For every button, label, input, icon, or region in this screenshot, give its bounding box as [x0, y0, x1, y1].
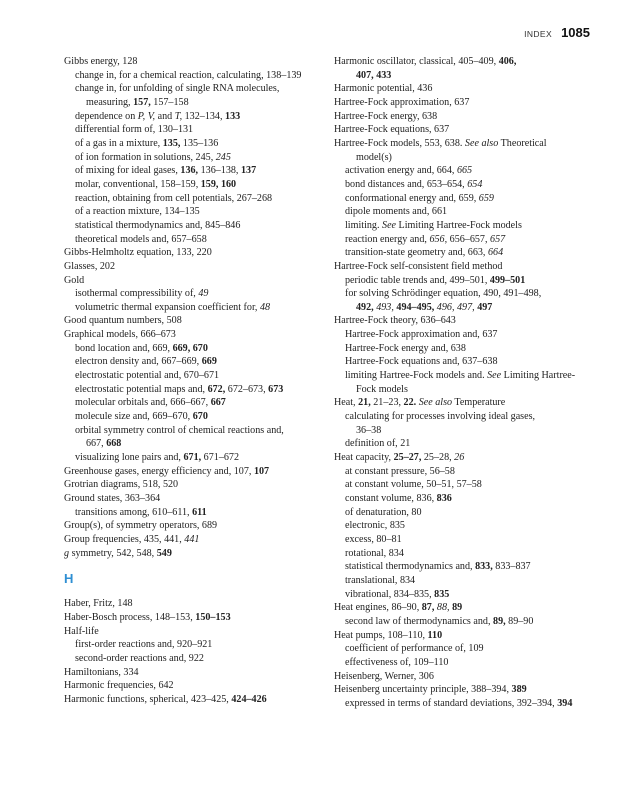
index-subentry: at constant volume, 50–51, 57–58	[345, 479, 482, 491]
index-subentry: differential form of, 130–131	[75, 124, 194, 136]
section-letter-h: H	[64, 571, 74, 587]
index-subentry: of a reaction mixture, 134–135	[75, 206, 200, 218]
index-entry: Greenhouse gases, energy efficiency and, 107, 107	[64, 465, 270, 477]
index-subentry: of a gas in a mixture, 135, 135–136	[75, 137, 219, 149]
index-entry: Harmonic oscillator, classical, 405–409, 406,	[334, 56, 517, 67]
index-subentry: effectiveness of, 109–110	[345, 656, 449, 668]
index-subentry: bond location and, 669, 669, 670	[75, 342, 208, 354]
index-entry: Heat engines, 86–90, 87, 88, 89	[334, 602, 463, 614]
index-entry: Group frequencies, 435, 441, 441	[64, 533, 200, 545]
index-entry-continuation: measuring, 157, 157–158	[86, 96, 189, 108]
index-subentry: of denaturation, 80	[345, 506, 422, 518]
index-subentry: of mixing for ideal gases, 136, 136–138, 137	[75, 165, 257, 177]
index-subentry: volumetric thermal expansion coefficient for, 48	[75, 301, 271, 313]
index-subentry: first-order reactions and, 920–921	[75, 639, 213, 651]
index-entry: Harmonic potential, 436	[334, 83, 433, 95]
index-entry: Good quantum numbers, 508	[64, 315, 182, 327]
index-subentry: statistical thermodynamics and, 845–846	[75, 219, 241, 231]
index-subentry: orbital symmetry control of chemical reactions and,	[75, 424, 284, 436]
index-list-h	[64, 597, 332, 706]
index-subentry: change in, for a chemical reaction, calculating, 138–139	[75, 69, 302, 81]
index-entry: Gold	[64, 274, 85, 286]
index-entry: Haber-Bosch process, 148–153, 150–153	[64, 611, 231, 623]
index-entry: Hartree-Fock approximation, 637	[334, 96, 470, 108]
index-subentry: limiting Hartree-Fock models and. See Limiting Hartree-	[345, 370, 576, 382]
index-subentry: electrostatic potential maps and, 672, 672–673, 673	[75, 383, 284, 395]
index-subentry: bond distances and, 653–654, 654	[345, 178, 483, 190]
index-entry: Graphical models, 666–673	[64, 329, 176, 341]
index-subentry: transition-state geometry and, 663, 664	[345, 247, 504, 259]
index-subentry: coefficient of performance of, 109	[345, 643, 484, 655]
index-subentry: visualizing lone pairs and, 671, 671–672	[75, 452, 240, 464]
index-subentry: second-order reactions and, 922	[75, 652, 204, 664]
index-subentry: for solving Schrödinger equation, 490, 491–498,	[345, 288, 542, 300]
index-entry-continuation: 667, 668	[86, 438, 122, 450]
index-subentry: electronic, 835	[345, 520, 405, 532]
header-label: INDEX	[524, 29, 553, 39]
index-subentry: molar, conventional, 158–159, 159, 160	[75, 178, 237, 190]
index-list-g	[64, 55, 332, 560]
index-subentry: rotational, 834	[345, 547, 404, 559]
running-header	[524, 24, 590, 42]
index-entry: Gibbs energy, 128	[64, 56, 138, 67]
index-subentry: molecular orbitals and, 666–667, 667	[75, 397, 226, 409]
page-number: 1085	[561, 25, 590, 40]
index-column-left	[64, 55, 332, 707]
index-entry-continuation: 492, 493, 494–495, 496, 497, 497	[356, 301, 493, 313]
index-entry: Haber, Fritz, 148	[64, 598, 133, 610]
index-entry: Gibbs-Helmholtz equation, 133, 220	[64, 247, 212, 259]
index-subentry: conformational energy and, 659, 659	[345, 192, 494, 204]
index-entry: Hartree-Fock energy, 638	[334, 110, 438, 122]
index-subentry: excess, 80–81	[345, 533, 402, 545]
index-subentry: Hartree-Fock approximation and, 637	[345, 329, 498, 341]
index-subentry: Hartree-Fock energy and, 638	[345, 342, 466, 354]
index-subentry: transitions among, 610–611, 611	[75, 506, 207, 518]
index-entry-continuation: Fock models	[356, 383, 408, 395]
index-entry: Ground states, 363–364	[64, 493, 161, 504]
index-subentry: change in, for unfolding of single RNA molecules,	[75, 83, 280, 95]
index-subentry: statistical thermodynamics and, 833, 833–837	[345, 561, 531, 573]
index-entry: Glasses, 202	[64, 260, 116, 272]
index-subentry: electron density and, 667–669, 669	[75, 356, 217, 368]
index-subentry: second law of thermodynamics and, 89, 89–90	[345, 615, 534, 627]
index-entry: Heat, 21, 21–23, 22. See also Temperature	[334, 397, 506, 409]
index-entry: Heat pumps, 108–110, 110	[334, 629, 443, 641]
index-subentry: translational, 834	[345, 574, 416, 586]
index-entry: Hartree-Fock models, 553, 638. See also Theoretical	[334, 137, 547, 149]
index-entry: Hartree-Fock theory, 636–643	[334, 315, 456, 327]
index-entry: Hartree-Fock equations, 637	[334, 124, 450, 136]
index-subentry: vibrational, 834–835, 835	[345, 588, 450, 600]
index-entry: Group(s), of symmetry operators, 689	[64, 520, 218, 532]
index-entry-continuation: 407, 433	[356, 69, 392, 81]
index-list-h-continued	[334, 55, 594, 711]
index-subentry: periodic table trends and, 499–501, 499–501	[345, 274, 526, 286]
index-subentry: at constant pressure, 56–58	[345, 465, 455, 477]
index-subentry: reaction, obtaining from cell potentials, 267–268	[75, 192, 273, 204]
index-subentry: dipole moments and, 661	[345, 206, 448, 218]
index-entry: Harmonic frequencies, 642	[64, 680, 174, 692]
index-subentry: calculating for processes involving ideal gases,	[345, 411, 536, 423]
index-subentry: isothermal compressibility of, 49	[75, 288, 209, 300]
index-subentry: molecule size and, 669–670, 670	[75, 411, 208, 423]
index-subentry: limiting. See Limiting Hartree-Fock models	[345, 219, 522, 231]
index-entry: Harmonic functions, spherical, 423–425, 424–426	[64, 693, 267, 705]
index-subentry: expressed in terms of standard deviations, 392–394, 394	[345, 697, 573, 709]
index-subentry: electrostatic potential and, 670–671	[75, 370, 220, 382]
index-entry: g symmetry, 542, 548, 549	[64, 547, 172, 559]
index-entry: Half-life	[64, 625, 99, 637]
index-subentry: Hartree-Fock equations and, 637–638	[345, 356, 498, 368]
index-subentry: of ion formation in solutions, 245, 245	[75, 151, 231, 163]
index-entry: Hartree-Fock self-consistent field method	[334, 260, 503, 272]
index-entry-continuation: 36–38	[356, 424, 382, 436]
index-subentry: theoretical models and, 657–658	[75, 233, 207, 245]
index-entry: Heisenberg, Werner, 306	[334, 670, 434, 682]
index-subentry: activation energy and, 664, 665	[345, 165, 473, 177]
index-column-right	[334, 55, 594, 711]
index-subentry: definition of, 21	[345, 438, 411, 450]
index-subentry: reaction energy and, 656, 656–657, 657	[345, 233, 506, 245]
index-entry-continuation: model(s)	[356, 151, 392, 163]
index-subentry: dependence on P, V, and T, 132–134, 133	[75, 110, 241, 122]
index-subentry: constant volume, 836, 836	[345, 493, 452, 504]
index-entry: Heat capacity, 25–27, 25–28, 26	[334, 452, 465, 464]
index-entry: Heisenberg uncertainty principle, 388–394, 389	[334, 684, 527, 696]
index-entry: Hamiltonians, 334	[64, 666, 139, 678]
index-entry: Grotrian diagrams, 518, 520	[64, 479, 179, 491]
